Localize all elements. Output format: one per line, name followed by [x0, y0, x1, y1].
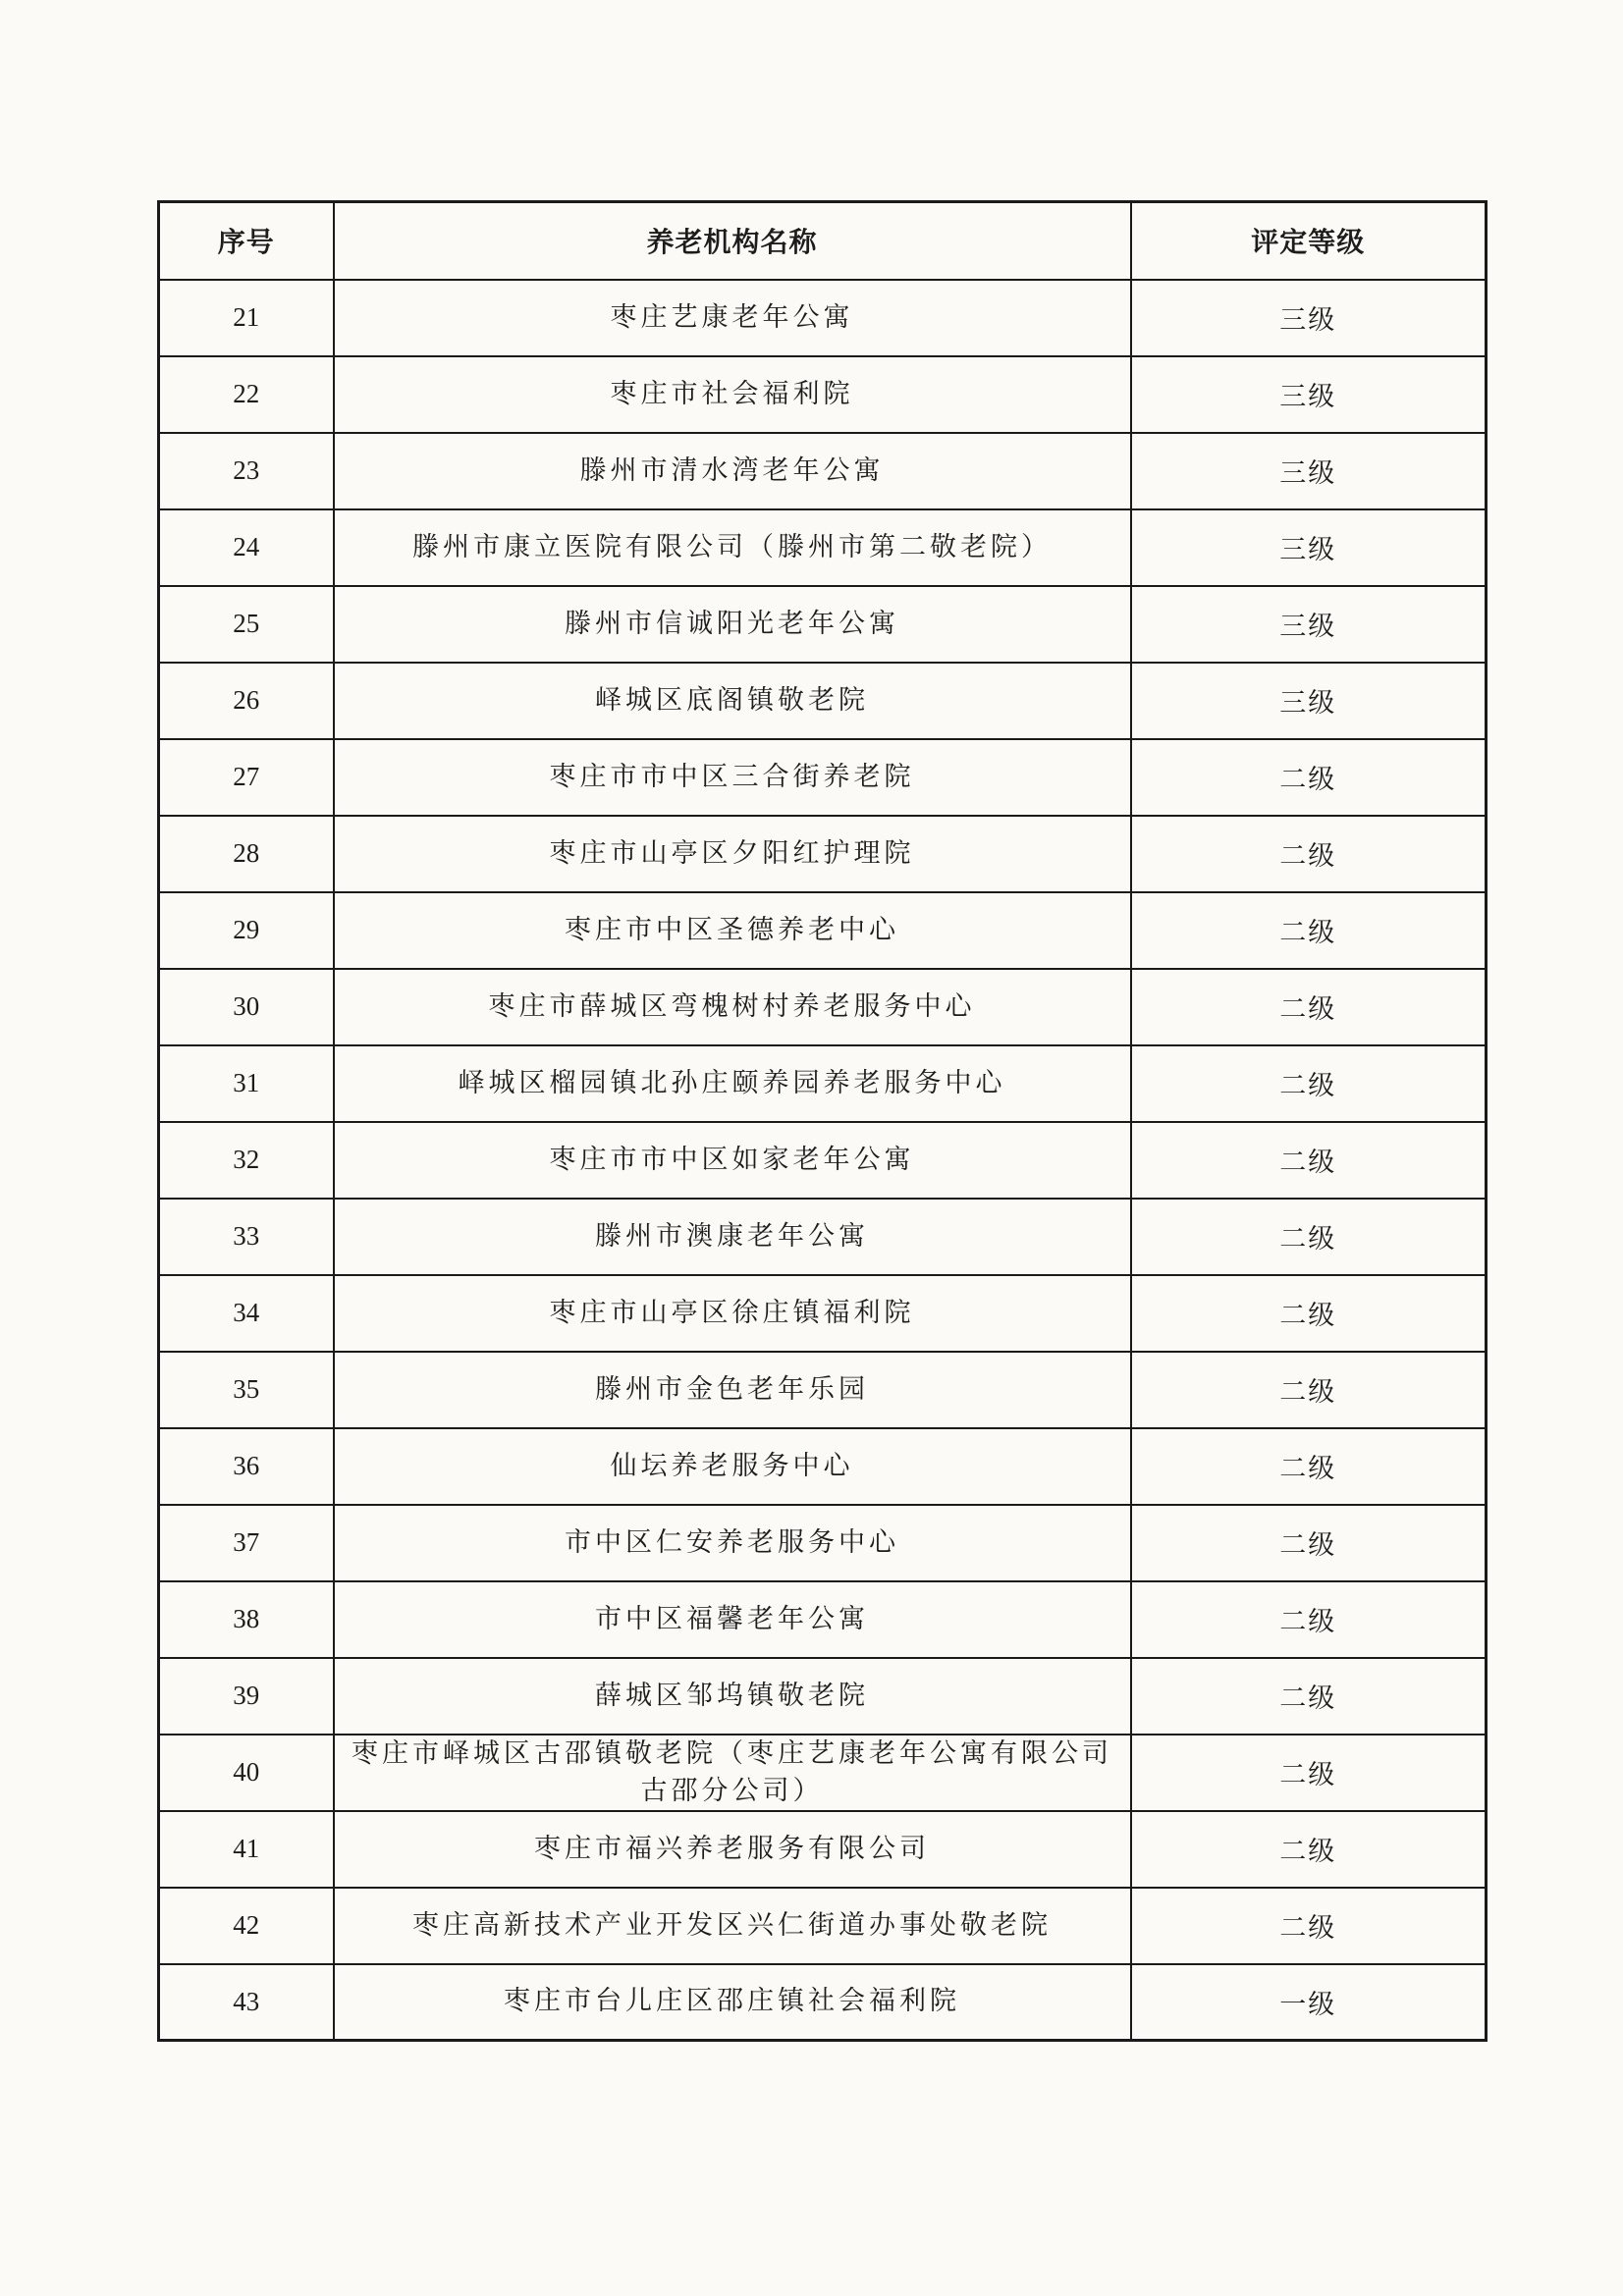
row-grade: 三级: [1131, 509, 1487, 586]
table-row: [159, 1045, 1487, 1122]
table-row: [159, 663, 1487, 739]
row-grade: 三级: [1131, 280, 1487, 356]
row-grade: 二级: [1131, 1888, 1487, 1964]
row-institution-name: 枣庄市市中区三合街养老院: [334, 739, 1131, 816]
table-body: [159, 280, 1487, 2041]
row-index: 41: [159, 1811, 334, 1888]
row-institution-name: 滕州市清水湾老年公寓: [334, 433, 1131, 509]
table-row: [159, 509, 1487, 586]
table-row: [159, 433, 1487, 509]
row-index: 40: [159, 1735, 334, 1811]
row-index: 32: [159, 1122, 334, 1199]
row-grade: 二级: [1131, 816, 1487, 892]
table-row: [159, 892, 1487, 969]
row-institution-name: 仙坛养老服务中心: [334, 1428, 1131, 1505]
header-institution-name: 养老机构名称: [334, 202, 1131, 280]
row-index: 23: [159, 433, 334, 509]
table-row: [159, 1352, 1487, 1428]
table-header: [159, 202, 1487, 280]
row-index: 25: [159, 586, 334, 663]
table-row: [159, 969, 1487, 1045]
table-row: [159, 1428, 1487, 1505]
row-grade: 三级: [1131, 663, 1487, 739]
table-row: [159, 586, 1487, 663]
row-index: 28: [159, 816, 334, 892]
row-index: 21: [159, 280, 334, 356]
row-grade: 二级: [1131, 1505, 1487, 1581]
table-row: [159, 356, 1487, 433]
row-institution-name: 枣庄高新技术产业开发区兴仁街道办事处敬老院: [334, 1888, 1131, 1964]
header-index: 序号: [159, 202, 334, 280]
row-grade: 二级: [1131, 1199, 1487, 1275]
table-row: [159, 816, 1487, 892]
row-index: 30: [159, 969, 334, 1045]
row-grade: 二级: [1131, 1428, 1487, 1505]
row-index: 31: [159, 1045, 334, 1122]
table-row: [159, 1122, 1487, 1199]
table-row: [159, 1735, 1487, 1811]
row-index: 36: [159, 1428, 334, 1505]
table-row: [159, 1275, 1487, 1352]
row-institution-name: 枣庄市中区圣德养老中心: [334, 892, 1131, 969]
row-institution-name: 枣庄市峄城区古邵镇敬老院（枣庄艺康老年公寓有限公司古邵分公司）: [334, 1735, 1131, 1811]
row-grade: 二级: [1131, 1811, 1487, 1888]
row-institution-name: 枣庄市台儿庄区邵庄镇社会福利院: [334, 1964, 1131, 2041]
table-row: [159, 1888, 1487, 1964]
row-grade: 二级: [1131, 969, 1487, 1045]
elderly-care-institution-table: [157, 200, 1488, 2042]
row-institution-name: 峄城区底阁镇敬老院: [334, 663, 1131, 739]
row-index: 29: [159, 892, 334, 969]
row-grade: 三级: [1131, 433, 1487, 509]
row-grade: 二级: [1131, 1658, 1487, 1735]
table-row: [159, 739, 1487, 816]
row-institution-name: 枣庄市社会福利院: [334, 356, 1131, 433]
row-grade: 二级: [1131, 1122, 1487, 1199]
row-institution-name: 峄城区榴园镇北孙庄颐养园养老服务中心: [334, 1045, 1131, 1122]
row-institution-name: 滕州市康立医院有限公司（滕州市第二敬老院）: [334, 509, 1131, 586]
row-institution-name: 滕州市信诚阳光老年公寓: [334, 586, 1131, 663]
row-index: 33: [159, 1199, 334, 1275]
row-institution-name: 枣庄市福兴养老服务有限公司: [334, 1811, 1131, 1888]
row-institution-name: 枣庄市山亭区夕阳红护理院: [334, 816, 1131, 892]
table-row: [159, 280, 1487, 356]
header-row: [159, 202, 1487, 280]
header-grade: 评定等级: [1131, 202, 1487, 280]
row-index: 39: [159, 1658, 334, 1735]
row-index: 43: [159, 1964, 334, 2041]
row-grade: 二级: [1131, 739, 1487, 816]
row-institution-name: 市中区福馨老年公寓: [334, 1581, 1131, 1658]
row-grade: 二级: [1131, 1581, 1487, 1658]
table-row: [159, 1581, 1487, 1658]
row-index: 38: [159, 1581, 334, 1658]
row-index: 24: [159, 509, 334, 586]
row-index: 34: [159, 1275, 334, 1352]
row-index: 42: [159, 1888, 334, 1964]
row-institution-name: 滕州市金色老年乐园: [334, 1352, 1131, 1428]
row-grade: 三级: [1131, 586, 1487, 663]
table-row: [159, 1505, 1487, 1581]
row-grade: 二级: [1131, 1275, 1487, 1352]
row-index: 22: [159, 356, 334, 433]
row-index: 37: [159, 1505, 334, 1581]
institution-table-container: [157, 200, 1485, 2042]
row-institution-name: 枣庄艺康老年公寓: [334, 280, 1131, 356]
table-row: [159, 1964, 1487, 2041]
row-institution-name: 枣庄市薛城区弯槐树村养老服务中心: [334, 969, 1131, 1045]
row-index: 26: [159, 663, 334, 739]
row-index: 35: [159, 1352, 334, 1428]
table-row: [159, 1199, 1487, 1275]
row-grade: 二级: [1131, 1735, 1487, 1811]
row-institution-name: 枣庄市山亭区徐庄镇福利院: [334, 1275, 1131, 1352]
row-institution-name: 枣庄市市中区如家老年公寓: [334, 1122, 1131, 1199]
row-institution-name: 市中区仁安养老服务中心: [334, 1505, 1131, 1581]
table-row: [159, 1811, 1487, 1888]
row-grade: 二级: [1131, 1045, 1487, 1122]
row-institution-name: 滕州市澳康老年公寓: [334, 1199, 1131, 1275]
row-institution-name: 薛城区邹坞镇敬老院: [334, 1658, 1131, 1735]
row-grade: 三级: [1131, 356, 1487, 433]
row-grade: 二级: [1131, 1352, 1487, 1428]
row-grade: 二级: [1131, 892, 1487, 969]
row-grade: 一级: [1131, 1964, 1487, 2041]
table-row: [159, 1658, 1487, 1735]
row-index: 27: [159, 739, 334, 816]
